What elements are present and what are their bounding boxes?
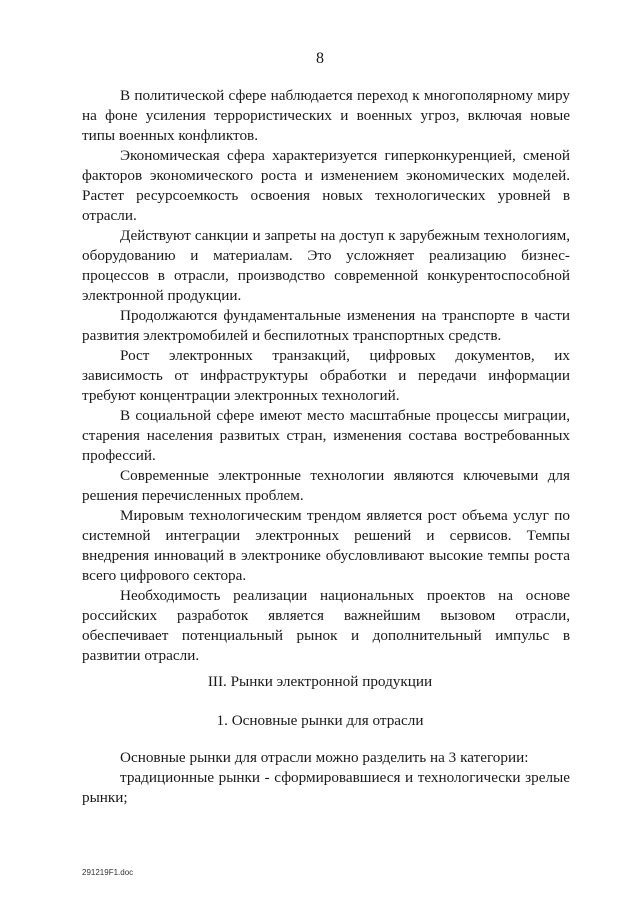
paragraph: Мировым технологическим трендом является рост объема услуг по системной интеграции электронных решений и сервисов. Темпы внедрения инноваций в электронике обусловливают высокие темпы роста всего цифрового сектора. [82, 507, 570, 584]
paragraph: Продолжаются фундаментальные изменения на транспорте в части развития электромобилей и беспилотных транспортных средств. [82, 307, 570, 344]
paragraph: В политической сфере наблюдается переход к многополярному миру на фоне усиления террористических и военных угроз, включая новые типы военных конфликтов. [82, 87, 570, 144]
paragraph: Современные электронные технологии являются ключевыми для решения перечисленных проблем. [82, 467, 570, 504]
paragraph: Основные рынки для отрасли можно разделить на 3 категории: [120, 749, 529, 766]
paragraph: В социальной сфере имеют место масштабные процессы миграции, старения населения развитых стран, изменения состава востребованных профессий. [82, 407, 570, 464]
subsection-heading: 1. Основные рынки для отрасли [216, 712, 424, 729]
document-body [82, 86, 570, 666]
paragraph: Рост электронных транзакций, цифровых документов, их зависимость от инфраструктуры обработки и передачи информации требуют концентрации электронных технологий. [82, 347, 570, 404]
paragraph: Необходимость реализации национальных проектов на основе российских разработок является важнейшим вызовом отрасли, обеспечивает потенциальный рынок и дополнительный импульс в развитии отрасли. [82, 587, 570, 664]
section-heading: III. Рынки электронной продукции [207, 673, 433, 690]
page-number: 8 [316, 50, 324, 67]
document-body-continued [82, 748, 570, 808]
paragraph: Экономическая сфера характеризуется гиперконкуренцией, сменой факторов экономического роста и изменением экономических моделей. Растет ресурсоемкость освоения новых технологических уровней в отрасли. [82, 147, 570, 224]
paragraph: традиционные рынки - сформировавшиеся и технологически зрелые рынки; [82, 769, 570, 806]
paragraph: Действуют санкции и запреты на доступ к зарубежным технологиям, оборудованию и материалам. Это усложняет реализацию бизнес-процессов в отрасли, производство современной конкурентоспособной электронной продукции. [82, 227, 570, 304]
footer-filename: 291219F1.doc [82, 868, 134, 877]
